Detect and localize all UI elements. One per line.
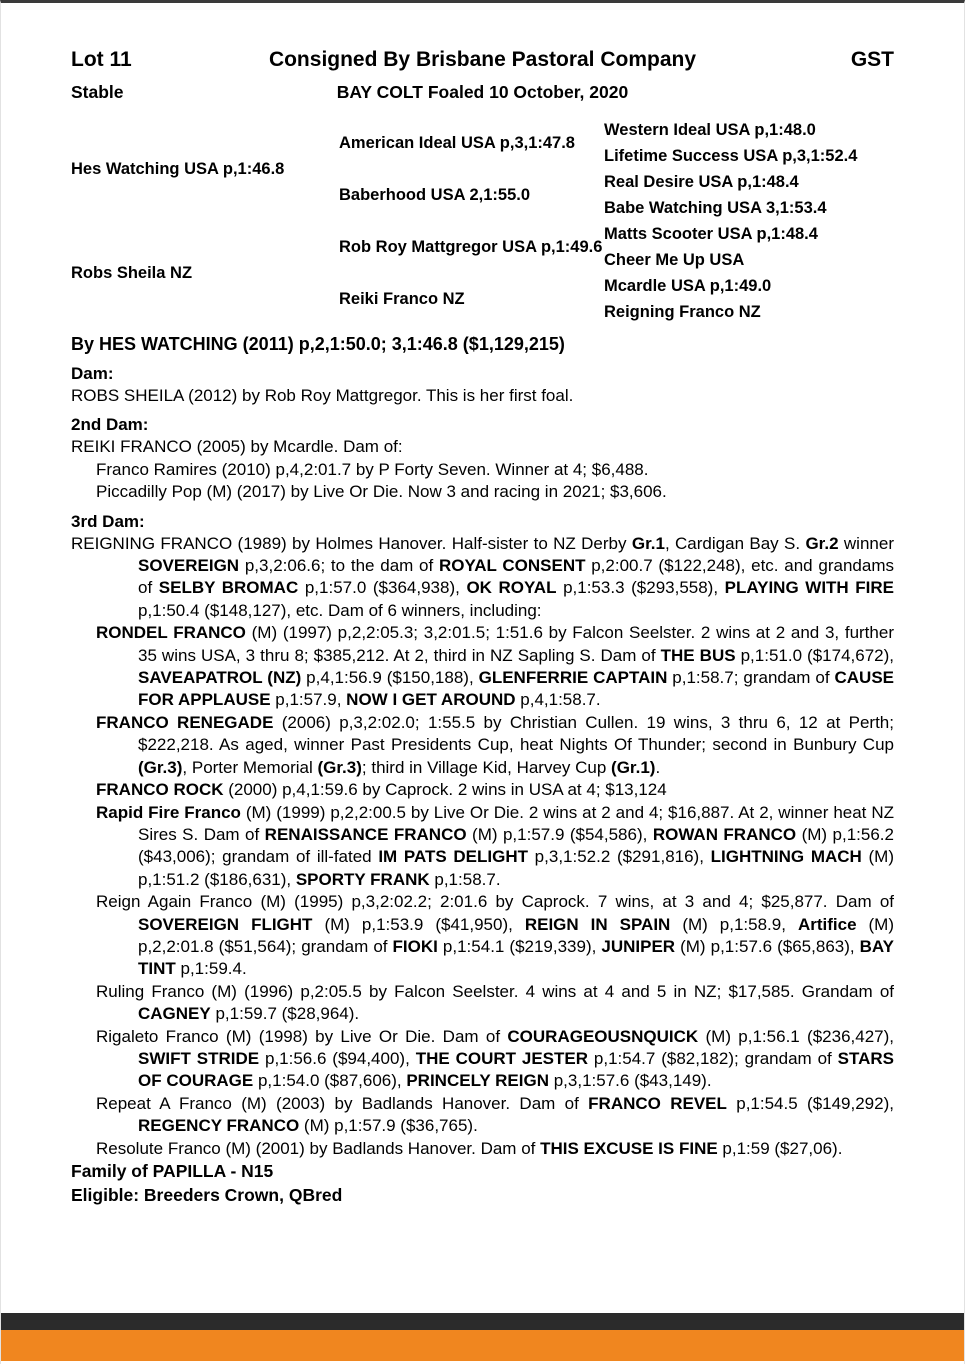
offspring-entry: Ruling Franco (M) (1996) p,2:05.5 by Falcon Seelster. 4 wins at 4 and 5 in NZ; $17,585. Grandam of CAGNEY p,1:59.7 ($28,964).	[96, 981, 894, 1024]
offspring-entry: Rapid Fire Franco (M) (1999) p,2,2:00.5 by Live Or Die. 2 wins at 2 and 4; $16,887. At 2, winner heat NZ Sires S. Dam of RENAISSANCE FRANCO (M) p,1:57.9 ($54,586), ROWAN FRANCO (M) p,1:56.2 ($43,006); grandam of ill-fated IM PATS DELIGHT p,3,1:52.2 ($291,816), LIGHTNING MACH (M) p,1:51.2 ($186,631), SPORTY FRANK p,1:58.7.	[96, 802, 894, 889]
foal-description: BAY COLT Foaled 10 October, 2020	[336, 82, 629, 102]
pedigree-entry: Babe Watching USA 3,1:53.4	[604, 198, 827, 217]
subheader-row	[71, 82, 894, 104]
page-content	[1, 3, 964, 1207]
pedigree-entry: American Ideal USA p,3,1:47.8	[339, 133, 575, 152]
eligibility-line: Eligible: Breeders Crown, QBred	[71, 1184, 343, 1205]
third-dam-heading: 3rd Dam:	[71, 511, 145, 531]
page-footer	[1, 1313, 964, 1364]
pedigree-entry: Reiki Franco NZ	[339, 289, 465, 308]
pedigree-entry: Lifetime Success USA p,3,1:52.4	[604, 146, 858, 165]
family-line: Family of PAPILLA - N15	[71, 1161, 274, 1181]
stable-label: Stable	[71, 82, 124, 102]
dam-heading: Dam:	[71, 364, 114, 383]
footer-dark-bar	[1, 1313, 964, 1330]
pedigree-entry: Mcardle USA p,1:49.0	[604, 276, 772, 295]
offspring-entry: FRANCO ROCK (2000) p,4,1:59.6 by Caprock. 2 wins in USA at 4; $13,124	[96, 780, 667, 800]
pedigree-generation-1	[71, 117, 339, 325]
second-dam-foal: Piccadilly Pop (M) (2017) by Live Or Die. Now 3 and racing in 2021; $3,606.	[96, 482, 667, 502]
header-row	[71, 48, 894, 74]
lot-number: Lot 11	[71, 48, 132, 71]
second-dam-heading: 2nd Dam:	[71, 415, 149, 435]
offspring-entry: Resolute Franco (M) (2001) by Badlands Hanover. Dam of THIS EXCUSE IS FINE p,1:59 ($27,06).	[96, 1138, 843, 1158]
dam-name: Robs Sheila NZ	[71, 263, 193, 282]
offspring-entry: Repeat A Franco (M) (2003) by Badlands Hanover. Dam of FRANCO REVEL p,1:54.5 ($149,292), REGENCY FRANCO (M) p,1:57.9 ($36,765).	[96, 1093, 894, 1136]
footer-orange-bar	[1, 1330, 964, 1361]
pedigree-entry: Cheer Me Up USA	[604, 250, 745, 269]
dam-entry: ROBS SHEILA (2012) by Rob Roy Mattgregor. This is her first foal.	[71, 386, 574, 405]
offspring-entry: FRANCO RENEGADE (2006) p,3,2:02.0; 1:55.5 by Christian Cullen. 19 wins, 3 thru 6, 12 at Perth; $222,218. As aged, winner Past Presidents Cup, heat Nights Of Thunder; second in Bunbury Cup (Gr.3), Porter Memorial (Gr.3); third in Village Kid, Harvey Cup (Gr.1).	[96, 712, 894, 777]
gst-label: GST	[850, 48, 894, 71]
pedigree-entry: Real Desire USA p,1:48.4	[604, 172, 799, 191]
third-dam-entry: REIGNING FRANCO (1989) by Holmes Hanover. Half-sister to NZ Derby Gr.1, Cardigan Bay S. Gr.2 winner SOVEREIGN p,3,2:06.6; to the dam of ROYAL CONSENT p,2:00.7 ($122,248), etc. and grandams of SELBY BROMAC p,1:57.0 ($364,938), OK ROYAL p,1:53.3 ($293,558), PLAYING WITH FIRE p,1:50.4 ($148,127), etc. Dam of 6 winners, including:	[71, 533, 895, 620]
second-dam-foal: Franco Ramires (2010) p,4,2:01.7 by P Forty Seven. Winner at 4; $6,488.	[96, 459, 649, 479]
pedigree-generation-2	[339, 117, 604, 325]
consignor-title: Consigned By Brisbane Pastoral Company	[268, 48, 697, 71]
pedigree-entry: Rob Roy Mattgregor USA p,1:49.6	[339, 237, 603, 256]
offspring-entry: RONDEL FRANCO (M) (1997) p,2,2:05.3; 3,2:01.5; 1:51.6 by Falcon Seelster. 2 wins at 2 and 3, further 35 wins USA, 3 thru 8; $385,212. At 2, third in NZ Sapling S. Dam of THE BUS p,1:51.0 ($174,672), SAVEAPATROL (NZ) p,4,1:56.9 ($150,188), GLENFERRIE CAPTAIN p,1:58.7; grandam of CAUSE FOR APPLAUSE p,1:57.9, NOW I GET AROUND p,4,1:58.7.	[96, 623, 895, 710]
pedigree-entry: Baberhood USA 2,1:55.0	[339, 185, 531, 204]
second-dam-entry: REIKI FRANCO (2005) by Mcardle. Dam of:	[71, 437, 403, 457]
offspring-entry: Reign Again Franco (M) (1995) p,3,2:02.2; 2:01.6 by Caprock. 7 wins, at 3 and 4; $25,877. Dam of SOVEREIGN FLIGHT (M) p,1:53.9 ($41,950), REIGN IN SPAIN (M) p,1:58.9, Artifice (M) p,2,2:01.8 ($51,564); grandam of FIOKI p,1:54.1 ($219,339), JUNIPER (M) p,1:57.6 ($65,863), BAY TINT p,1:59.4.	[96, 892, 894, 979]
pedigree-entry: Matts Scooter USA p,1:48.4	[604, 224, 818, 243]
pedigree-table	[71, 117, 894, 325]
sire-name: Hes Watching USA p,1:46.8	[71, 159, 285, 178]
pedigree-entry: Western Ideal USA p,1:48.0	[604, 120, 816, 139]
pedigree-entry: Reigning Franco NZ	[604, 302, 761, 321]
pedigree-generation-3	[604, 117, 894, 325]
sire-summary-line: By HES WATCHING (2011) p,2,1:50.0; 3,1:46.8 ($1,129,215)	[71, 334, 565, 354]
offspring-entry: Rigaleto Franco (M) (1998) by Live Or Die. Dam of COURAGEOUSNQUICK (M) p,1:56.1 ($236,427), SWIFT STRIDE p,1:56.6 ($94,400), THE COURT JESTER p,1:54.7 ($82,182); grandam of STARS OF COURAGE p,1:54.0 ($87,606), PRINCELY REIGN p,3,1:57.6 ($43,149).	[96, 1026, 895, 1091]
